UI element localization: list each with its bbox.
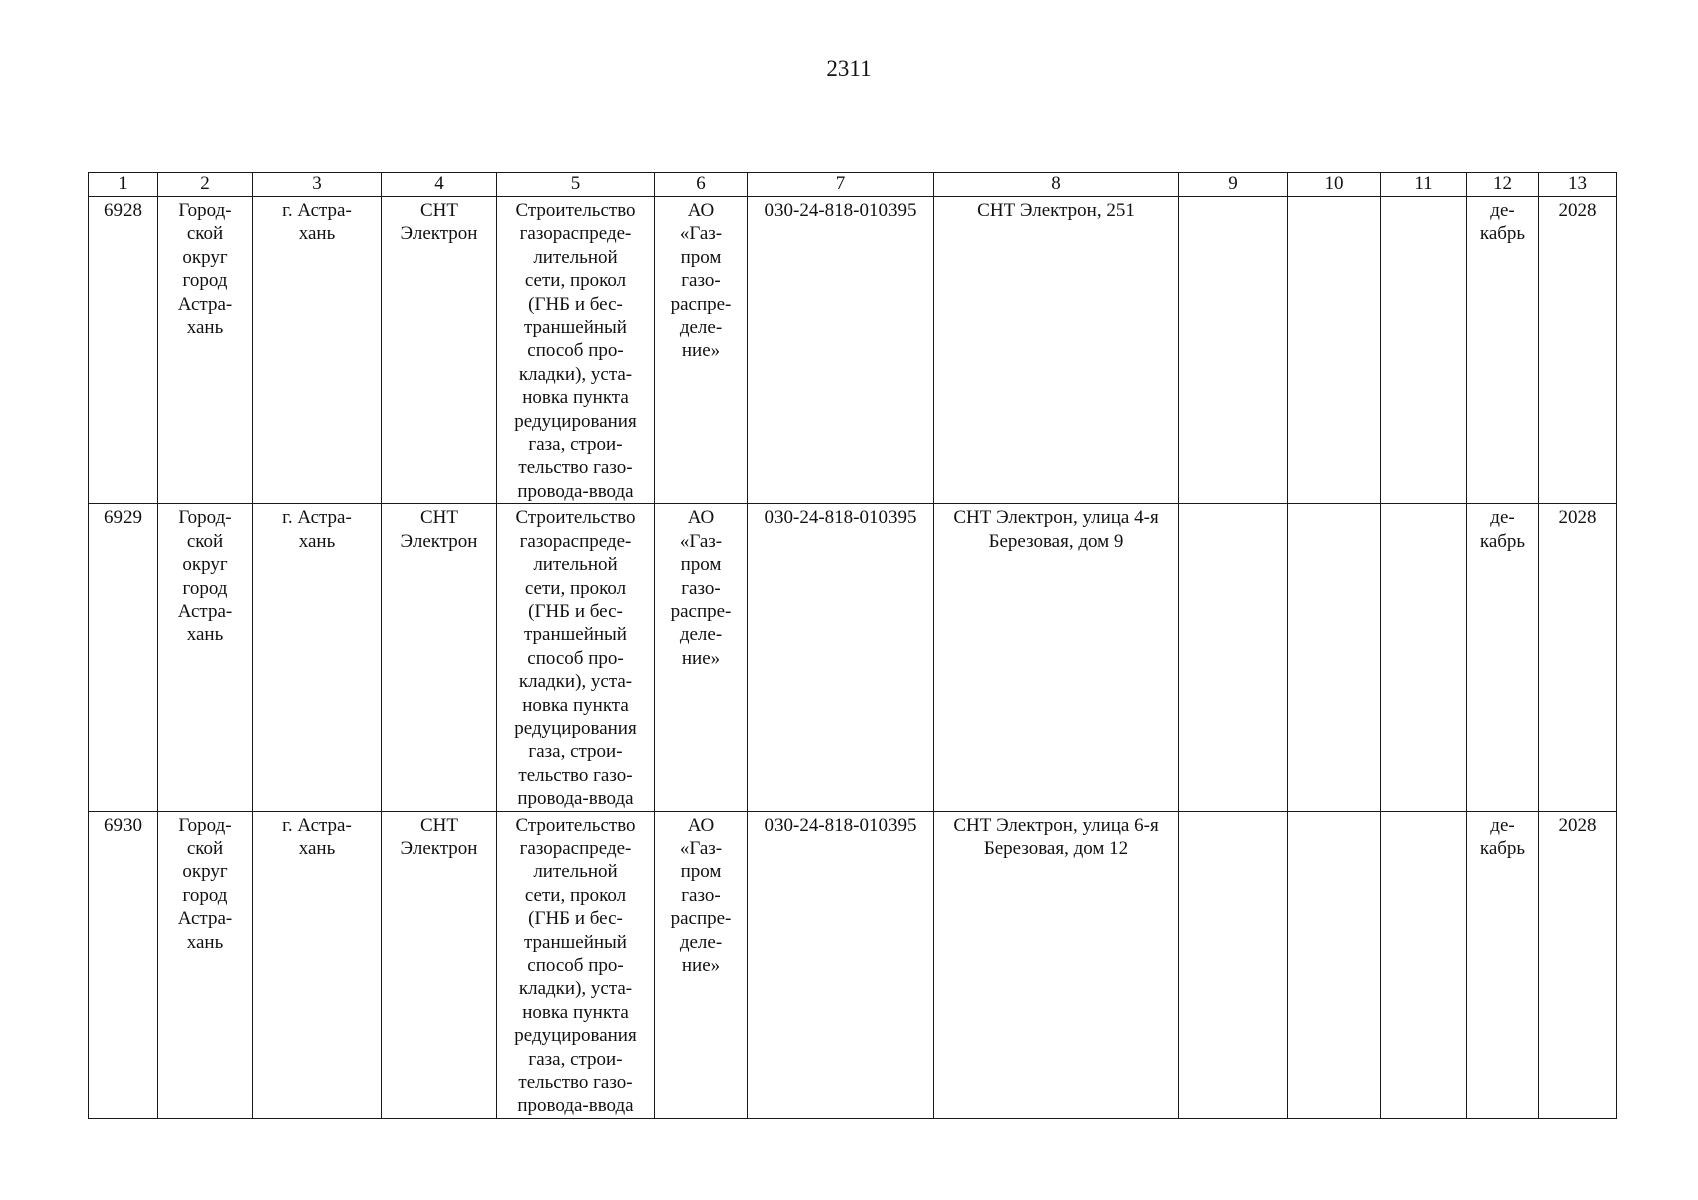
column-header: 2 [158, 173, 253, 197]
address-cell: СНТ Электрон, улица 4-я Березовая, дом 9 [934, 504, 1179, 811]
organization-cell: АО «Газ- пром газо- распре- деле- ние» [655, 197, 748, 504]
table-row [89, 811, 1617, 1118]
column-9-cell [1179, 504, 1288, 811]
work-description-cell: Строительство газораспреде- лительной сети, прокол (ГНБ и бес- траншейный способ про- кладки), уста- новка пункта редуцирования газа, строи- тельство газо- провода-ввода [497, 811, 655, 1118]
month-cell: де- кабрь [1467, 504, 1539, 811]
column-11-cell [1381, 504, 1467, 811]
column-header: 8 [934, 173, 1179, 197]
row-number-cell: 6930 [89, 811, 158, 1118]
page-number: 2311 [826, 56, 872, 81]
year-cell: 2028 [1539, 504, 1617, 811]
month-cell: де- кабрь [1467, 197, 1539, 504]
row-number-cell: 6929 [89, 504, 158, 811]
object-code-cell: 030-24-818-010395 [748, 811, 934, 1118]
organization-cell: АО «Газ- пром газо- распре- деле- ние» [655, 504, 748, 811]
address-cell: СНТ Электрон, улица 6-я Березовая, дом 12 [934, 811, 1179, 1118]
city-cell: г. Астра- хань [253, 197, 382, 504]
column-10-cell [1288, 197, 1381, 504]
city-cell: г. Астра- хань [253, 811, 382, 1118]
settlement-cell: СНТ Электрон [382, 504, 497, 811]
column-header: 10 [1288, 173, 1381, 197]
address-cell: СНТ Электрон, 251 [934, 197, 1179, 504]
column-11-cell [1381, 197, 1467, 504]
work-description-cell: Строительство газораспреде- лительной сети, прокол (ГНБ и бес- траншейный способ про- кладки), уста- новка пункта редуцирования газа, строи- тельство газо- провода-ввода [497, 197, 655, 504]
table-row [89, 504, 1617, 811]
city-cell: г. Астра- хань [253, 504, 382, 811]
column-header: 6 [655, 173, 748, 197]
work-description-cell: Строительство газораспреде- лительной сети, прокол (ГНБ и бес- траншейный способ про- кладки), уста- новка пункта редуцирования газа, строи- тельство газо- провода-ввода [497, 504, 655, 811]
row-number-cell: 6928 [89, 197, 158, 504]
column-11-cell [1381, 811, 1467, 1118]
year-cell: 2028 [1539, 197, 1617, 504]
object-code-cell: 030-24-818-010395 [748, 197, 934, 504]
column-header: 12 [1467, 173, 1539, 197]
column-10-cell [1288, 811, 1381, 1118]
column-9-cell [1179, 811, 1288, 1118]
column-10-cell [1288, 504, 1381, 811]
column-number-row [89, 173, 1617, 197]
year-cell: 2028 [1539, 811, 1617, 1118]
column-9-cell [1179, 197, 1288, 504]
data-table [88, 172, 1617, 1119]
district-cell: Город- ской округ город Астра- хань [158, 504, 253, 811]
organization-cell: АО «Газ- пром газо- распре- деле- ние» [655, 811, 748, 1118]
column-header: 1 [89, 173, 158, 197]
column-header: 7 [748, 173, 934, 197]
column-header: 13 [1539, 173, 1617, 197]
column-header: 5 [497, 173, 655, 197]
settlement-cell: СНТ Электрон [382, 197, 497, 504]
table-row [89, 197, 1617, 504]
month-cell: де- кабрь [1467, 811, 1539, 1118]
column-header: 9 [1179, 173, 1288, 197]
settlement-cell: СНТ Электрон [382, 811, 497, 1118]
column-header: 3 [253, 173, 382, 197]
district-cell: Город- ской округ город Астра- хань [158, 197, 253, 504]
column-header: 4 [382, 173, 497, 197]
object-code-cell: 030-24-818-010395 [748, 504, 934, 811]
district-cell: Город- ской округ город Астра- хань [158, 811, 253, 1118]
column-header: 11 [1381, 173, 1467, 197]
